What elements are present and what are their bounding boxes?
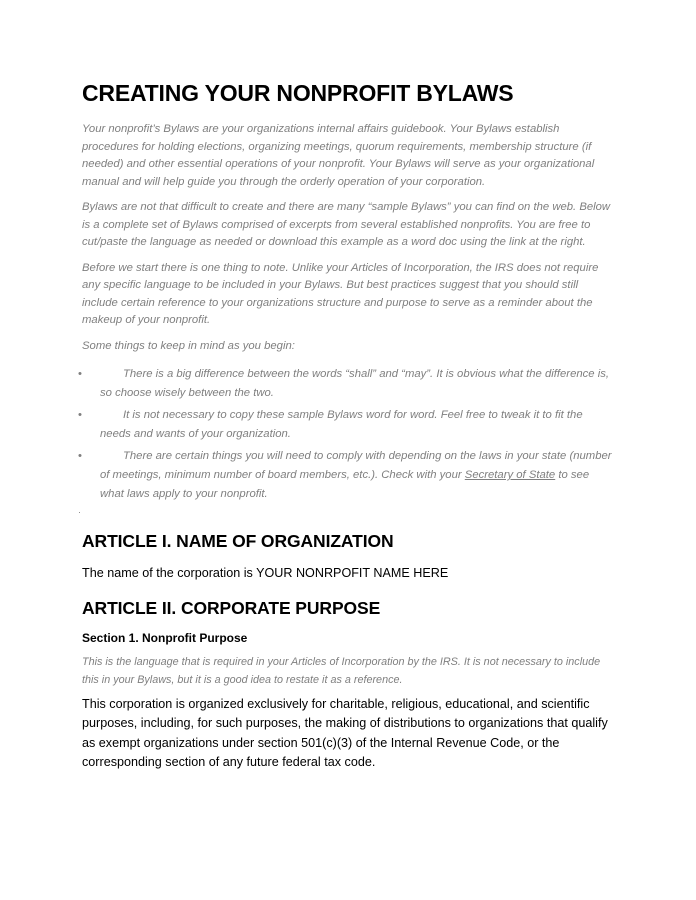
secretary-of-state-link[interactable]: Secretary of State — [464, 469, 556, 481]
intro-paragraph-4: Some things to keep in mind as you begin: — [82, 339, 295, 352]
tip-text: There is a big difference between the words “shall” and “may”. It is obvious what the difference is, so choose wisely between the two. — [100, 368, 610, 399]
article-1-text: The name of the corporation is YOUR NONRPOFIT NAME HERE — [82, 566, 449, 580]
tips-list — [78, 365, 616, 504]
bullet-icon: • — [78, 450, 82, 462]
trailing-mark: · — [78, 507, 81, 517]
tip-text: It is not necessary to copy these sample Bylaws word for word. Feel free to tweak it to fit the needs and wants of your organization. — [100, 409, 583, 440]
list-item — [78, 365, 616, 403]
tip-text: There are certain things you will need to comply with depending on the laws in your state (number of meetings, minimum number of board members, etc.). Check with your — [100, 450, 612, 481]
intro-paragraph-2: Bylaws are not that difficult to create and there are many “sample Bylaws” you can find on the web. Below is a complete set of Bylaws comprised of excerpts from several established nonprofits. You are free to cut/paste the language as needed or download this example as a word doc using the link at the right. — [82, 201, 611, 248]
intro-paragraph-1: Your nonprofit’s Bylaws are your organizations internal affairs guidebook. Your Bylaws establish procedures for holding elections, organizing meetings, quorum requirements, membership structure (if needed) and other essential operations of your nonprofit. Your Bylaws will serve as your organizational manual and will help guide you through the orderly operation of your corporation. — [82, 123, 595, 188]
document-title: CREATING YOUR NONPROFIT BYLAWS — [82, 80, 514, 106]
tip-text-end: to see what laws apply to your nonprofit. — [100, 469, 590, 500]
section-1-note: This is the language that is required in your Articles of Incorporation by the IRS. It is not necessary to include this in your Bylaws, but it is a good idea to restate it as a reference. — [82, 655, 601, 686]
section-1-heading: Section 1. Nonprofit Purpose — [82, 630, 248, 645]
section-1-text: This corporation is organized exclusively for charitable, religious, educational, and scientific purposes, including, for such purposes, the making of distributions to organizations that qualify as exempt organizations under section 501(c)(3) of the Internal Revenue Code, or the corresponding section of any future federal tax code. — [82, 696, 608, 769]
intro-paragraph-3: Before we start there is one thing to note. Unlike your Articles of Incorporation, the IRS does not require any specific language to be included in your Bylaws. But best practices suggest that you should still include certain reference to your organizations structure and purpose to serve as a reminder about the makeup of your nonprofit. — [82, 261, 599, 326]
bullet-icon: • — [78, 409, 82, 421]
list-item — [78, 406, 616, 444]
list-item — [78, 447, 616, 504]
article-2-heading: ARTICLE II. CORPORATE PURPOSE — [82, 597, 381, 618]
article-1-heading: ARTICLE I. NAME OF ORGANIZATION — [82, 531, 394, 551]
bullet-icon: • — [78, 368, 82, 380]
